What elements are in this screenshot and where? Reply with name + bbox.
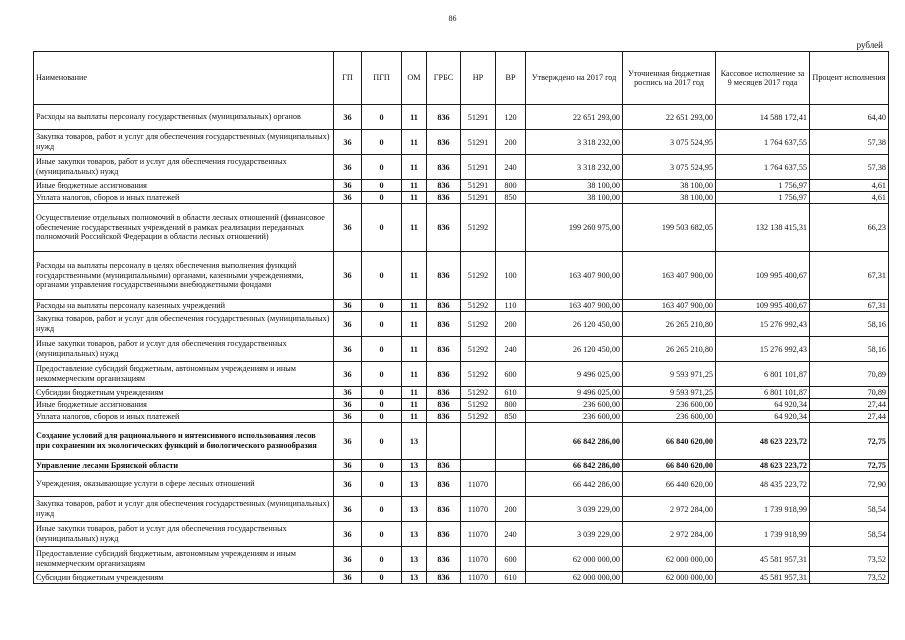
cell-approved: 3 318 232,00 bbox=[526, 130, 623, 155]
cell-pgp: 0 bbox=[362, 312, 402, 337]
table-row bbox=[34, 547, 889, 572]
cell-pgp: 0 bbox=[362, 180, 402, 192]
cell-executed: 48 623 223,72 bbox=[716, 423, 810, 460]
cell-executed: 109 995 400,67 bbox=[716, 300, 810, 312]
cell-name: Осуществление отдельных полномочий в области лесных отношений (финансовое обеспечение государственных учреждений в рамках реализации переданных полномочий Российской Федерации в области лесных отношений) bbox=[34, 204, 334, 252]
cell-executed: 15 276 992,43 bbox=[716, 312, 810, 337]
cell-percent: 27,44 bbox=[810, 399, 889, 411]
cell-pgp: 0 bbox=[362, 497, 402, 522]
table-row bbox=[34, 387, 889, 399]
cell-gp: 36 bbox=[334, 460, 362, 472]
cell-name: Предоставление субсидий бюджетным, автономным учреждениям и иным некоммерческим организациям bbox=[34, 547, 334, 572]
cell-om: 13 bbox=[402, 522, 427, 547]
cell-gp: 36 bbox=[334, 180, 362, 192]
cell-executed: 48 623 223,72 bbox=[716, 460, 810, 472]
cell-vr: 240 bbox=[496, 337, 526, 362]
cell-gp: 36 bbox=[334, 192, 362, 204]
cell-revised: 26 265 210,80 bbox=[623, 312, 716, 337]
cell-revised: 163 407 900,00 bbox=[623, 252, 716, 300]
cell-vr bbox=[496, 204, 526, 252]
cell-percent: 73,52 bbox=[810, 572, 889, 584]
cell-executed: 45 581 957,31 bbox=[716, 547, 810, 572]
cell-om: 11 bbox=[402, 130, 427, 155]
cell-approved: 66 842 286,00 bbox=[526, 423, 623, 460]
cell-gp: 36 bbox=[334, 472, 362, 497]
cell-executed: 1 756,97 bbox=[716, 180, 810, 192]
cell-approved: 62 000 000,00 bbox=[526, 547, 623, 572]
table-row bbox=[34, 252, 889, 300]
cell-grbs: 836 bbox=[427, 399, 461, 411]
cell-name: Уплата налогов, сборов и иных платежей bbox=[34, 411, 334, 423]
cell-gp: 36 bbox=[334, 423, 362, 460]
table-row bbox=[34, 130, 889, 155]
cell-percent: 72,75 bbox=[810, 460, 889, 472]
cell-np: 51292 bbox=[461, 300, 496, 312]
cell-revised: 66 840 620,00 bbox=[623, 423, 716, 460]
cell-grbs: 836 bbox=[427, 312, 461, 337]
cell-gp: 36 bbox=[334, 337, 362, 362]
cell-approved: 9 496 025,00 bbox=[526, 387, 623, 399]
table-row bbox=[34, 300, 889, 312]
cell-np: 51292 bbox=[461, 312, 496, 337]
table-row bbox=[34, 522, 889, 547]
cell-np: 51291 bbox=[461, 155, 496, 180]
cell-vr: 610 bbox=[496, 387, 526, 399]
cell-vr bbox=[496, 460, 526, 472]
cell-grbs: 836 bbox=[427, 300, 461, 312]
cell-approved: 236 600,00 bbox=[526, 399, 623, 411]
cell-name: Субсидии бюджетным учреждениям bbox=[34, 387, 334, 399]
cell-vr: 120 bbox=[496, 105, 526, 130]
cell-om: 11 bbox=[402, 399, 427, 411]
cell-pgp: 0 bbox=[362, 387, 402, 399]
cell-executed: 6 801 101,87 bbox=[716, 362, 810, 387]
cell-om: 11 bbox=[402, 411, 427, 423]
cell-executed: 45 581 957,31 bbox=[716, 572, 810, 584]
cell-pgp: 0 bbox=[362, 192, 402, 204]
cell-vr: 610 bbox=[496, 572, 526, 584]
page-number: 86 bbox=[448, 14, 457, 23]
cell-vr: 800 bbox=[496, 180, 526, 192]
cell-pgp: 0 bbox=[362, 547, 402, 572]
cell-np: 51292 bbox=[461, 399, 496, 411]
cell-executed: 1 764 637,55 bbox=[716, 130, 810, 155]
cell-vr bbox=[496, 423, 526, 460]
header-pgp: ПГП bbox=[362, 52, 402, 105]
cell-om: 13 bbox=[402, 497, 427, 522]
cell-gp: 36 bbox=[334, 522, 362, 547]
cell-grbs: 836 bbox=[427, 572, 461, 584]
table-header-row bbox=[34, 52, 889, 105]
cell-gp: 36 bbox=[334, 204, 362, 252]
cell-np: 51291 bbox=[461, 192, 496, 204]
cell-approved: 3 318 232,00 bbox=[526, 155, 623, 180]
cell-grbs: 836 bbox=[427, 472, 461, 497]
cell-gp: 36 bbox=[334, 130, 362, 155]
table-row bbox=[34, 460, 889, 472]
cell-percent: 72,75 bbox=[810, 423, 889, 460]
cell-name: Расходы на выплаты персоналу казенных учреждений bbox=[34, 300, 334, 312]
cell-revised: 3 075 524,95 bbox=[623, 130, 716, 155]
cell-percent: 70,89 bbox=[810, 387, 889, 399]
cell-np: 11070 bbox=[461, 497, 496, 522]
cell-om: 13 bbox=[402, 547, 427, 572]
table-row bbox=[34, 399, 889, 411]
cell-pgp: 0 bbox=[362, 522, 402, 547]
table-body bbox=[34, 105, 889, 584]
cell-np bbox=[461, 460, 496, 472]
table-row bbox=[34, 472, 889, 497]
cell-percent: 4,61 bbox=[810, 180, 889, 192]
cell-approved: 163 407 900,00 bbox=[526, 252, 623, 300]
cell-revised: 62 000 000,00 bbox=[623, 547, 716, 572]
cell-percent: 58,16 bbox=[810, 337, 889, 362]
cell-grbs: 836 bbox=[427, 337, 461, 362]
cell-grbs: 836 bbox=[427, 460, 461, 472]
cell-percent: 57,38 bbox=[810, 155, 889, 180]
cell-gp: 36 bbox=[334, 362, 362, 387]
cell-om: 11 bbox=[402, 192, 427, 204]
cell-percent: 67,31 bbox=[810, 300, 889, 312]
header-grbs: ГРБС bbox=[427, 52, 461, 105]
cell-approved: 236 600,00 bbox=[526, 411, 623, 423]
cell-np: 51292 bbox=[461, 387, 496, 399]
cell-grbs: 836 bbox=[427, 180, 461, 192]
cell-om: 11 bbox=[402, 312, 427, 337]
cell-approved: 3 039 229,00 bbox=[526, 497, 623, 522]
cell-pgp: 0 bbox=[362, 155, 402, 180]
cell-vr: 800 bbox=[496, 399, 526, 411]
table-row bbox=[34, 411, 889, 423]
table-row bbox=[34, 572, 889, 584]
cell-revised: 163 407 900,00 bbox=[623, 300, 716, 312]
cell-vr: 600 bbox=[496, 362, 526, 387]
cell-executed: 1 739 918,99 bbox=[716, 497, 810, 522]
header-revised: Уточненная бюджетная роспись на 2017 год bbox=[623, 52, 716, 105]
table-row bbox=[34, 312, 889, 337]
cell-np: 11070 bbox=[461, 572, 496, 584]
cell-executed: 1 764 637,55 bbox=[716, 155, 810, 180]
cell-gp: 36 bbox=[334, 155, 362, 180]
cell-executed: 14 588 172,41 bbox=[716, 105, 810, 130]
cell-vr bbox=[496, 472, 526, 497]
cell-np: 51292 bbox=[461, 204, 496, 252]
cell-om: 11 bbox=[402, 387, 427, 399]
table-row bbox=[34, 192, 889, 204]
table-row bbox=[34, 497, 889, 522]
header-om: ОМ bbox=[402, 52, 427, 105]
cell-executed: 1 756,97 bbox=[716, 192, 810, 204]
cell-gp: 36 bbox=[334, 547, 362, 572]
cell-gp: 36 bbox=[334, 411, 362, 423]
cell-approved: 163 407 900,00 bbox=[526, 300, 623, 312]
cell-vr: 200 bbox=[496, 312, 526, 337]
cell-om: 11 bbox=[402, 362, 427, 387]
cell-vr: 600 bbox=[496, 547, 526, 572]
cell-np: 51292 bbox=[461, 337, 496, 362]
cell-gp: 36 bbox=[334, 252, 362, 300]
cell-name: Расходы на выплаты персоналу в целях обеспечения выполнения функций государственными (муниципальными) органами, казенными учреждениями, органами управления государственными внебюджетными фондами bbox=[34, 252, 334, 300]
cell-executed: 1 739 918,99 bbox=[716, 522, 810, 547]
cell-name: Субсидии бюджетным учреждениям bbox=[34, 572, 334, 584]
cell-percent: 57,38 bbox=[810, 130, 889, 155]
cell-np: 51292 bbox=[461, 362, 496, 387]
cell-name: Уплата налогов, сборов и иных платежей bbox=[34, 192, 334, 204]
cell-pgp: 0 bbox=[362, 337, 402, 362]
cell-name: Учреждения, оказывающие услуги в сфере лесных отношений bbox=[34, 472, 334, 497]
table-row bbox=[34, 180, 889, 192]
cell-executed: 48 435 223,72 bbox=[716, 472, 810, 497]
cell-executed: 132 138 415,31 bbox=[716, 204, 810, 252]
cell-approved: 26 120 450,00 bbox=[526, 337, 623, 362]
cell-revised: 199 503 682,05 bbox=[623, 204, 716, 252]
cell-name: Иные закупки товаров, работ и услуг для обеспечения государственных (муниципальных) нужд bbox=[34, 522, 334, 547]
cell-percent: 58,16 bbox=[810, 312, 889, 337]
cell-approved: 66 442 286,00 bbox=[526, 472, 623, 497]
cell-executed: 109 995 400,67 bbox=[716, 252, 810, 300]
cell-revised: 3 075 524,95 bbox=[623, 155, 716, 180]
cell-gp: 36 bbox=[334, 300, 362, 312]
cell-percent: 4,61 bbox=[810, 192, 889, 204]
cell-revised: 26 265 210,80 bbox=[623, 337, 716, 362]
cell-grbs: 836 bbox=[427, 497, 461, 522]
cell-grbs: 836 bbox=[427, 105, 461, 130]
table-row bbox=[34, 105, 889, 130]
cell-name: Создание условий для рационального и интенсивного использования лесов при сохранении их экологических функций и биологического разнообразия bbox=[34, 423, 334, 460]
cell-gp: 36 bbox=[334, 312, 362, 337]
cell-om: 11 bbox=[402, 204, 427, 252]
cell-revised: 66 440 620,00 bbox=[623, 472, 716, 497]
header-np: НР bbox=[461, 52, 496, 105]
cell-name: Закупка товаров, работ и услуг для обеспечения государственных (муниципальных) нужд bbox=[34, 130, 334, 155]
cell-grbs: 836 bbox=[427, 547, 461, 572]
cell-approved: 26 120 450,00 bbox=[526, 312, 623, 337]
units-label: рублей bbox=[856, 40, 883, 50]
cell-vr: 850 bbox=[496, 192, 526, 204]
cell-executed: 64 920,34 bbox=[716, 411, 810, 423]
header-gp: ГП bbox=[334, 52, 362, 105]
cell-om: 13 bbox=[402, 423, 427, 460]
cell-name: Иные закупки товаров, работ и услуг для обеспечения государственных (муниципальных) нужд bbox=[34, 155, 334, 180]
cell-grbs: 836 bbox=[427, 387, 461, 399]
cell-revised: 2 972 284,00 bbox=[623, 497, 716, 522]
cell-om: 11 bbox=[402, 105, 427, 130]
cell-np: 51292 bbox=[461, 252, 496, 300]
cell-revised: 66 840 620,00 bbox=[623, 460, 716, 472]
cell-percent: 72,90 bbox=[810, 472, 889, 497]
cell-name: Иные бюджетные ассигнования bbox=[34, 180, 334, 192]
cell-pgp: 0 bbox=[362, 252, 402, 300]
cell-revised: 38 100,00 bbox=[623, 180, 716, 192]
cell-approved: 62 000 000,00 bbox=[526, 572, 623, 584]
cell-gp: 36 bbox=[334, 572, 362, 584]
cell-revised: 2 972 284,00 bbox=[623, 522, 716, 547]
cell-percent: 64,40 bbox=[810, 105, 889, 130]
cell-gp: 36 bbox=[334, 105, 362, 130]
cell-name: Иные закупки товаров, работ и услуг для обеспечения государственных (муниципальных) нужд bbox=[34, 337, 334, 362]
cell-name: Предоставление субсидий бюджетным, автономным учреждениям и иным некоммерческим организациям bbox=[34, 362, 334, 387]
cell-np: 11070 bbox=[461, 522, 496, 547]
cell-grbs: 836 bbox=[427, 411, 461, 423]
cell-grbs: 836 bbox=[427, 362, 461, 387]
cell-name: Закупка товаров, работ и услуг для обеспечения государственных (муниципальных) нужд bbox=[34, 497, 334, 522]
cell-gp: 36 bbox=[334, 399, 362, 411]
cell-vr: 100 bbox=[496, 252, 526, 300]
cell-revised: 62 000 000,00 bbox=[623, 572, 716, 584]
cell-approved: 22 651 293,00 bbox=[526, 105, 623, 130]
cell-percent: 67,31 bbox=[810, 252, 889, 300]
cell-vr: 850 bbox=[496, 411, 526, 423]
cell-np: 51291 bbox=[461, 130, 496, 155]
table-row bbox=[34, 423, 889, 460]
header-percent: Процент исполнения bbox=[810, 52, 889, 105]
table-row bbox=[34, 204, 889, 252]
cell-approved: 199 260 975,00 bbox=[526, 204, 623, 252]
cell-pgp: 0 bbox=[362, 204, 402, 252]
cell-pgp: 0 bbox=[362, 472, 402, 497]
cell-vr: 240 bbox=[496, 155, 526, 180]
cell-pgp: 0 bbox=[362, 399, 402, 411]
cell-revised: 38 100,00 bbox=[623, 192, 716, 204]
header-approved: Утверждено на 2017 год bbox=[526, 52, 623, 105]
cell-np: 11070 bbox=[461, 547, 496, 572]
cell-name: Закупка товаров, работ и услуг для обеспечения государственных (муниципальных) нужд bbox=[34, 312, 334, 337]
header-name: Наименование bbox=[34, 52, 334, 105]
cell-approved: 38 100,00 bbox=[526, 180, 623, 192]
cell-om: 11 bbox=[402, 180, 427, 192]
cell-gp: 36 bbox=[334, 497, 362, 522]
cell-om: 11 bbox=[402, 252, 427, 300]
cell-grbs: 836 bbox=[427, 522, 461, 547]
cell-revised: 22 651 293,00 bbox=[623, 105, 716, 130]
cell-percent: 70,89 bbox=[810, 362, 889, 387]
cell-grbs: 836 bbox=[427, 252, 461, 300]
cell-approved: 3 039 229,00 bbox=[526, 522, 623, 547]
cell-percent: 66,23 bbox=[810, 204, 889, 252]
budget-table bbox=[33, 51, 889, 584]
cell-om: 11 bbox=[402, 300, 427, 312]
cell-vr: 200 bbox=[496, 497, 526, 522]
cell-name: Расходы на выплаты персоналу государственных (муниципальных) органов bbox=[34, 105, 334, 130]
cell-om: 11 bbox=[402, 155, 427, 180]
cell-np bbox=[461, 423, 496, 460]
cell-pgp: 0 bbox=[362, 411, 402, 423]
cell-executed: 64 920,34 bbox=[716, 399, 810, 411]
cell-revised: 236 600,00 bbox=[623, 399, 716, 411]
cell-name: Иные бюджетные ассигнования bbox=[34, 399, 334, 411]
table-row bbox=[34, 337, 889, 362]
cell-vr: 110 bbox=[496, 300, 526, 312]
cell-pgp: 0 bbox=[362, 130, 402, 155]
cell-np: 51291 bbox=[461, 105, 496, 130]
header-executed: Кассовое исполнение за 9 месяцев 2017 года bbox=[716, 52, 810, 105]
cell-om: 13 bbox=[402, 472, 427, 497]
cell-pgp: 0 bbox=[362, 572, 402, 584]
cell-revised: 9 593 971,25 bbox=[623, 387, 716, 399]
cell-grbs: 836 bbox=[427, 192, 461, 204]
cell-percent: 58,54 bbox=[810, 522, 889, 547]
cell-pgp: 0 bbox=[362, 105, 402, 130]
cell-executed: 6 801 101,87 bbox=[716, 387, 810, 399]
cell-pgp: 0 bbox=[362, 460, 402, 472]
header-vr: ВР bbox=[496, 52, 526, 105]
table-row bbox=[34, 155, 889, 180]
cell-approved: 66 842 286,00 bbox=[526, 460, 623, 472]
cell-approved: 38 100,00 bbox=[526, 192, 623, 204]
cell-name: Управление лесами Брянской области bbox=[34, 460, 334, 472]
cell-percent: 27,44 bbox=[810, 411, 889, 423]
cell-om: 13 bbox=[402, 572, 427, 584]
cell-percent: 58,54 bbox=[810, 497, 889, 522]
cell-executed: 15 276 992,43 bbox=[716, 337, 810, 362]
cell-percent: 73,52 bbox=[810, 547, 889, 572]
cell-pgp: 0 bbox=[362, 300, 402, 312]
cell-grbs: 836 bbox=[427, 155, 461, 180]
cell-approved: 9 496 025,00 bbox=[526, 362, 623, 387]
cell-grbs: 836 bbox=[427, 204, 461, 252]
cell-vr: 200 bbox=[496, 130, 526, 155]
cell-revised: 9 593 971,25 bbox=[623, 362, 716, 387]
cell-np: 11070 bbox=[461, 472, 496, 497]
cell-om: 11 bbox=[402, 337, 427, 362]
cell-np: 51292 bbox=[461, 411, 496, 423]
cell-gp: 36 bbox=[334, 387, 362, 399]
cell-np: 51291 bbox=[461, 180, 496, 192]
cell-grbs: 836 bbox=[427, 130, 461, 155]
table-row bbox=[34, 362, 889, 387]
cell-revised: 236 600,00 bbox=[623, 411, 716, 423]
cell-vr: 240 bbox=[496, 522, 526, 547]
cell-om: 13 bbox=[402, 460, 427, 472]
cell-pgp: 0 bbox=[362, 423, 402, 460]
cell-pgp: 0 bbox=[362, 362, 402, 387]
cell-grbs bbox=[427, 423, 461, 460]
